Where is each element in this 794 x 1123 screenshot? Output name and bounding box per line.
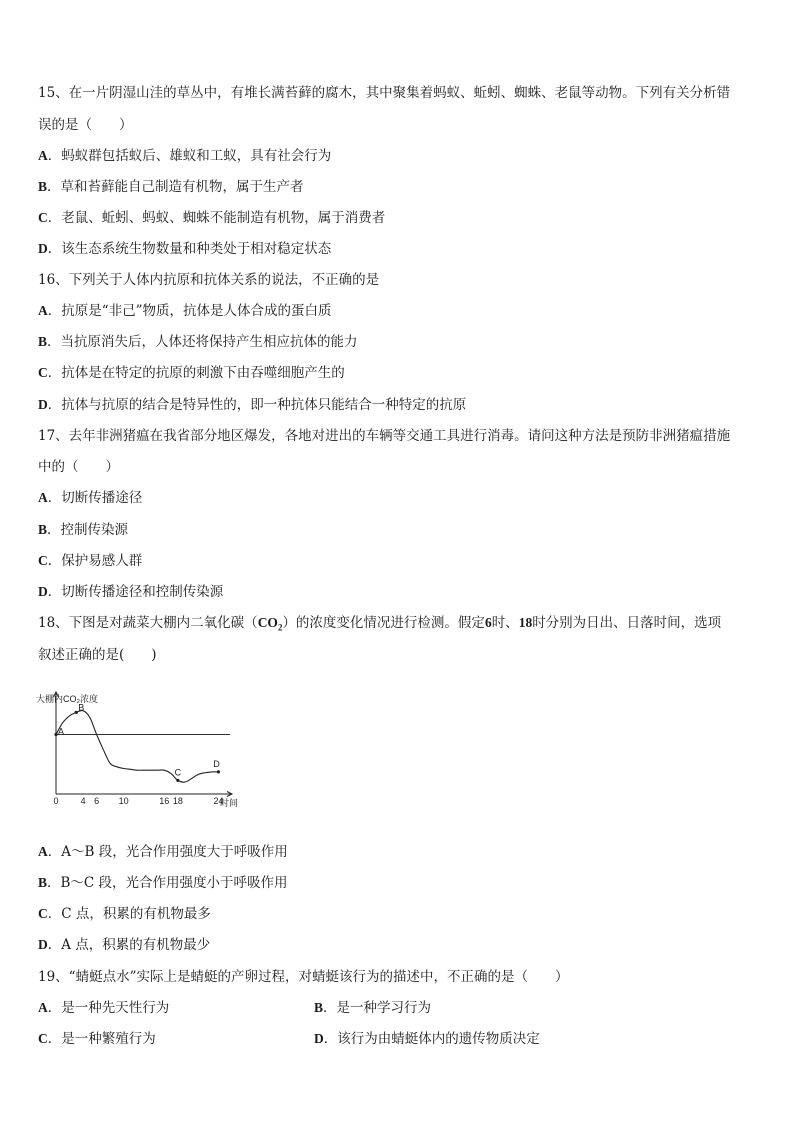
co2-formula	[257, 615, 283, 633]
q16-stem: 16、下列关于人体内抗原和抗体关系的说法，不正确的是	[38, 272, 380, 288]
q18-stem-line2: 叙述正确的是( )	[38, 647, 157, 663]
q16-option-b	[38, 333, 358, 351]
option-letter: D	[38, 937, 48, 952]
option-letter: B	[314, 1000, 324, 1015]
point-a-label: A	[58, 726, 65, 737]
q19-option-c	[38, 1030, 156, 1048]
q18-option-c	[38, 905, 211, 923]
option-letter: D	[38, 397, 48, 412]
q19-option-b	[314, 999, 431, 1017]
option-letter: C	[38, 365, 48, 380]
q18-stem-part-a: 18、下图是对蔬菜大棚内二氧化碳（	[38, 615, 258, 631]
x-tick-labels	[53, 796, 223, 806]
option-letter: A	[38, 148, 48, 163]
q17-stem-line2: 中的（ ）	[38, 459, 119, 475]
option-letter: A	[38, 1000, 48, 1015]
point-c-marker	[176, 779, 179, 782]
q16-option-c	[38, 364, 345, 382]
option-text: ．抗体是在特定的抗原的刺激下由吞噬细胞产生的	[47, 365, 345, 381]
q15-option-c	[38, 209, 385, 227]
curve-layer	[56, 710, 218, 782]
q17-option-b	[38, 521, 128, 539]
option-text: ．保护易感人群	[47, 553, 143, 569]
q18-stem-part-d: 时分别为日出、日落时间，选项	[532, 615, 722, 631]
option-text: ．该行为由蜻蜓体内的遗传物质决定	[323, 1031, 540, 1047]
x-tick-label: 24	[213, 796, 224, 806]
q16-option-a	[38, 302, 332, 320]
option-letter: D	[314, 1031, 324, 1046]
sunset-hour: 18	[518, 615, 533, 630]
sunrise-hour: 6	[484, 615, 492, 630]
co2-main: CO	[257, 615, 278, 630]
option-text: ．B～C 段，光合作用强度小于呼吸作用	[47, 875, 288, 891]
option-text: ．切断传播途径	[47, 490, 143, 506]
point-d-label: D	[213, 758, 220, 769]
point-d-marker	[217, 770, 220, 773]
co2-subscript: 2	[277, 622, 283, 633]
q18-option-a	[38, 843, 288, 861]
option-text: ．当抗原消失后，人体还将保持产生相应抗体的能力	[47, 334, 358, 350]
co2-concentration-graph	[36, 686, 246, 810]
q18-option-b	[38, 874, 288, 892]
option-text: ．草和苔藓能自己制造有机物，属于生产者	[47, 179, 304, 195]
option-text: ．C 点，积累的有机物最多	[47, 906, 211, 922]
option-letter: B	[38, 179, 48, 194]
q17-option-c	[38, 552, 142, 570]
option-text: ．是一种学习行为	[323, 1000, 432, 1016]
option-letter: A	[38, 303, 48, 318]
point-b-label: B	[78, 702, 85, 713]
q17-option-a	[38, 489, 142, 507]
option-text: ．蚂蚁群包括蚁后、雄蚁和工蚁，具有社会行为	[47, 148, 332, 164]
q19-stem: 19、“蜻蜓点水”实际上是蜻蜓的产卵过程，对蜻蜓该行为的描述中，不正确的是（ ）	[38, 969, 569, 985]
option-text: ．是一种繁殖行为	[47, 1031, 156, 1047]
q19-option-a	[38, 999, 169, 1017]
q16-option-d	[38, 396, 466, 414]
option-letter: D	[38, 241, 48, 256]
option-letter: D	[38, 584, 48, 599]
q19-option-d	[314, 1030, 540, 1048]
q15-option-a	[38, 147, 331, 165]
option-text: ．切断传播途径和控制传染源	[47, 584, 224, 600]
option-letter: C	[38, 553, 48, 568]
q18-stem-part-b: ）的浓度变化情况进行检测。假定	[282, 615, 485, 631]
option-text: ．抗原是“非己”物质，抗体是人体合成的蛋白质	[47, 303, 332, 319]
point-c-label: C	[174, 767, 182, 778]
q15-option-b	[38, 178, 304, 196]
q15-option-d	[38, 240, 331, 258]
q15-stem-line2: 误的是（ ）	[38, 117, 133, 133]
option-letter: C	[38, 1031, 48, 1046]
option-text: ．控制传染源	[47, 522, 129, 538]
option-text: ．是一种先天性行为	[47, 1000, 170, 1016]
option-letter: C	[38, 906, 48, 921]
option-text: ．抗体与抗原的结合是特异性的，即一种抗体只能结合一种特定的抗原	[47, 397, 467, 413]
q17-stem-line1: 17、去年非洲猪瘟在我省部分地区爆发，各地对进出的车辆等交通工具进行消毒。请问这种方法是预防非洲猪瘟措施	[38, 428, 731, 444]
option-letter: A	[38, 844, 48, 859]
x-tick-label: 10	[118, 796, 129, 806]
q18-option-d	[38, 936, 210, 954]
q18-stem-part-c: 时、	[491, 615, 519, 631]
x-tick-label: 0	[53, 796, 59, 806]
option-letter: B	[38, 522, 48, 537]
x-axis-label: 时间	[220, 798, 239, 808]
x-tick-label: 18	[172, 796, 183, 806]
option-text: ．A 点，积累的有机物最少	[47, 937, 211, 953]
option-letter: C	[38, 210, 48, 225]
option-letter: A	[38, 490, 48, 505]
option-letter: B	[38, 334, 48, 349]
co2-curve	[56, 710, 218, 782]
option-text: ．A～B 段，光合作用强度大于呼吸作用	[47, 844, 288, 860]
x-tick-label: 16	[159, 796, 170, 806]
option-letter: B	[38, 875, 48, 890]
option-text: ．老鼠、蚯蚓、蚂蚁、蜘蛛不能制造有机物，属于消费者	[47, 210, 386, 226]
q15-stem-line1: 15、在一片阴湿山洼的草丛中，有堆长满苔藓的腐木，其中聚集着蚂蚁、蚯蚓、蜘蛛、老鼠等动物。下列有关分析错	[38, 85, 731, 101]
q18-stem-line1	[38, 614, 721, 637]
y-axis-label: 大棚内CO₂浓度	[36, 694, 98, 704]
q17-option-d	[38, 583, 223, 601]
option-text: ．该生态系统生物数量和种类处于相对稳定状态	[47, 241, 332, 257]
x-tick-label: 6	[94, 796, 100, 806]
x-tick-label: 4	[80, 796, 86, 806]
